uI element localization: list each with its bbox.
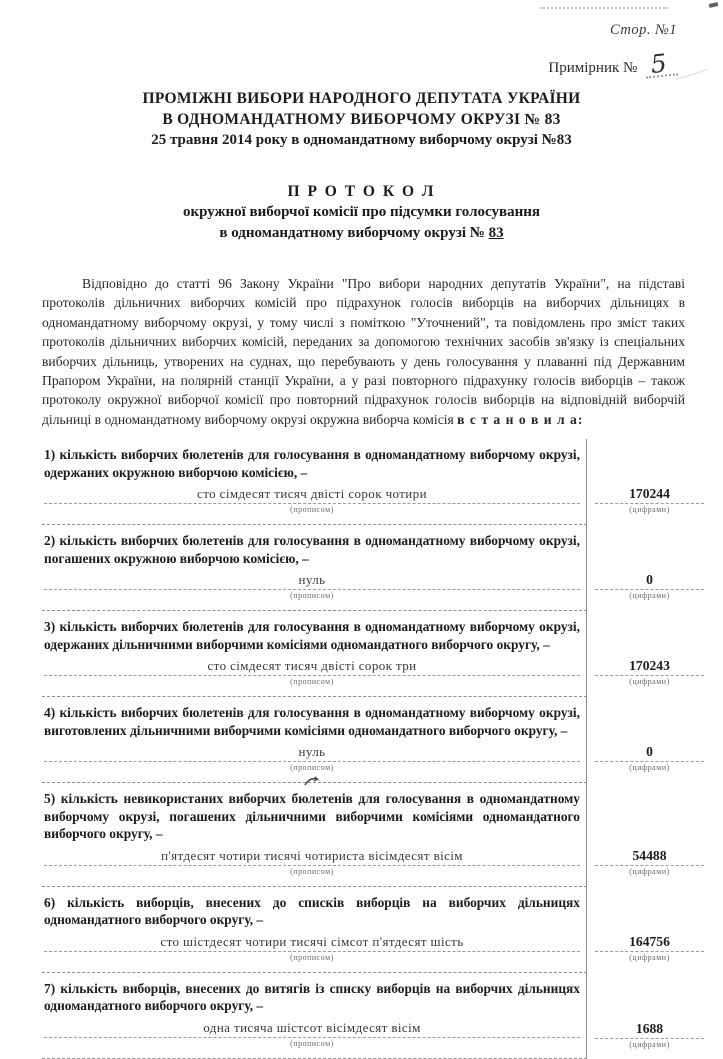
item-value-words: нуль [298,744,326,760]
item-value-words: одна тисяча шістсот вісімдесят вісім [203,1019,421,1035]
item-value-words: сто шістдесят чотири тисячі сімсот п'ятдесят шість [160,933,464,949]
district-number: 83 [488,225,504,241]
item-text: 3) кількість виборчих бюлетенів для голосування в одномандатному виборчому окрузі, одержаних дільничними виборчими комісіями одномандатного виборчого округу, – [44,619,580,652]
item-text: 5) кількість невикористаних виборчих бюлетенів для голосування в одномандатному виборчому окрузі, погашених дільничними виборчими комісіями одномандатного виборчого округу, – [44,791,580,842]
copy-number-handwritten: 5 [644,53,678,78]
item-text: 7) кількість виборців, внесених до витягів із списку виборців на виборчих дільницях одномандатного виборчого округу, – [44,980,580,1014]
pen-stroke-artifact [304,773,320,791]
protocol-subtitle: окружної виборчої комісії про підсумки голосування [183,204,540,220]
item-value-number: 170243 [595,658,704,676]
protocol-district-line [0,223,723,244]
resolution-word: в с т а н о в и л а: [457,411,584,427]
protocol-item-3 [42,610,710,696]
scan-corner-mark [709,2,719,8]
item-value-words: сто сімдесят тисяч двісті сорок три [207,658,417,674]
protocol-item-1 [42,439,710,524]
item-value-number: 170244 [595,486,704,504]
number-label: (цифрами) [629,591,670,601]
number-label: (цифрами) [629,952,670,962]
item-text: 1) кількість виборчих бюлетенів для голосування в одномандатному виборчому окрузі, одержаних окружною виборчою комісією, – [44,447,580,480]
words-label: (прописом) [290,1038,334,1048]
copy-number-line [548,48,677,79]
protocol-item-5 [42,782,710,886]
results-table [42,439,710,1059]
item-text: 6) кількість виборців, внесених до списків виборців на виборчих дільницях одномандатного виборчого округу, – [44,894,580,928]
item-value-number: 1688 [595,1021,704,1039]
item-value-number: 164756 [595,934,704,952]
number-label: (цифрами) [629,1039,670,1049]
number-label: (цифрами) [629,866,670,876]
number-label: (цифрами) [629,505,670,515]
number-label: (цифрами) [629,677,670,687]
words-label: (прописом) [290,505,334,515]
protocol-heading-block [0,181,723,244]
item-value-number: 0 [595,744,704,762]
protocol-item-6 [42,886,710,972]
intro-paragraph [42,274,685,429]
item-text: 2) кількість виборчих бюлетенів для голосування в одномандатному виборчому окрузі, погашених окружною виборчою комісією, – [44,533,580,566]
district-line-prefix: в одномандатному виборчому окрузі № [219,225,489,241]
title-date-line: 25 травня 2014 року в одномандатному виборчому окрузі №83 [151,132,572,148]
copy-label: Примірник № [548,60,638,76]
intro-text: Відповідно до статті 96 Закону України "Про вибори народних депутатів України", на підставі протоколів дільничних виборчих комісій про підрахунок голосів виборців на виборчих дільницях в одномандатному виборчому окрузі, у тому числі з поміткою "Уточнений", та повідомлень про зміст таких протоколів дільничних виборчих комісій, переданих за допомогою технічних засобів зв'язку із спеціальних виборчих дільниць, утворених на суднах, що перебувають у день голосування у плаванні під Державним Прапором України, на полярній станції України, а у разі повторного підрахунку голосів виборців – також протоколу окружної виборчої комісії про повторний підрахунок голосів виборців на відповідній виборчій дільниці в одномандатному виборчому окрузі окружна виборча комісія [42,276,685,427]
scan-dashes-artifact [540,7,668,9]
item-value-words: нуль [298,572,326,588]
page-header [548,22,677,77]
item-value-words: сто сімдесят тисяч двісті сорок чотири [197,486,427,502]
item-text: 4) кількість виборчих бюлетенів для голосування в одномандатному виборчому окрузі, виготовлених дільничними виборчими комісіями одномандатного виборчого округу, – [44,705,580,738]
item-value-number: 0 [595,572,704,590]
protocol-item-7 [42,972,710,1059]
protocol-heading: П Р О Т О К О Л [287,183,436,200]
words-label: (прописом) [290,677,334,687]
item-value-number: 54488 [595,848,704,866]
words-label: (прописом) [290,591,334,601]
protocol-item-2 [42,524,710,610]
words-label: (прописом) [290,952,334,962]
item-value-words: п'ятдесят чотири тисячі чотириста вісімдесят вісім [161,847,463,863]
words-label: (прописом) [290,866,334,876]
page-number-label: Стор. №1 [609,22,677,38]
protocol-item-4 [42,696,710,782]
title-line-2: В ОДНОМАНДАТНОМУ ВИБОРЧОМУ ОКРУЗІ № 83 [162,111,561,128]
number-label: (цифрами) [629,763,670,773]
title-line-1: ПРОМІЖНІ ВИБОРИ НАРОДНОГО ДЕПУТАТА УКРАЇНИ [142,90,581,107]
words-label: (прописом) [290,763,334,773]
